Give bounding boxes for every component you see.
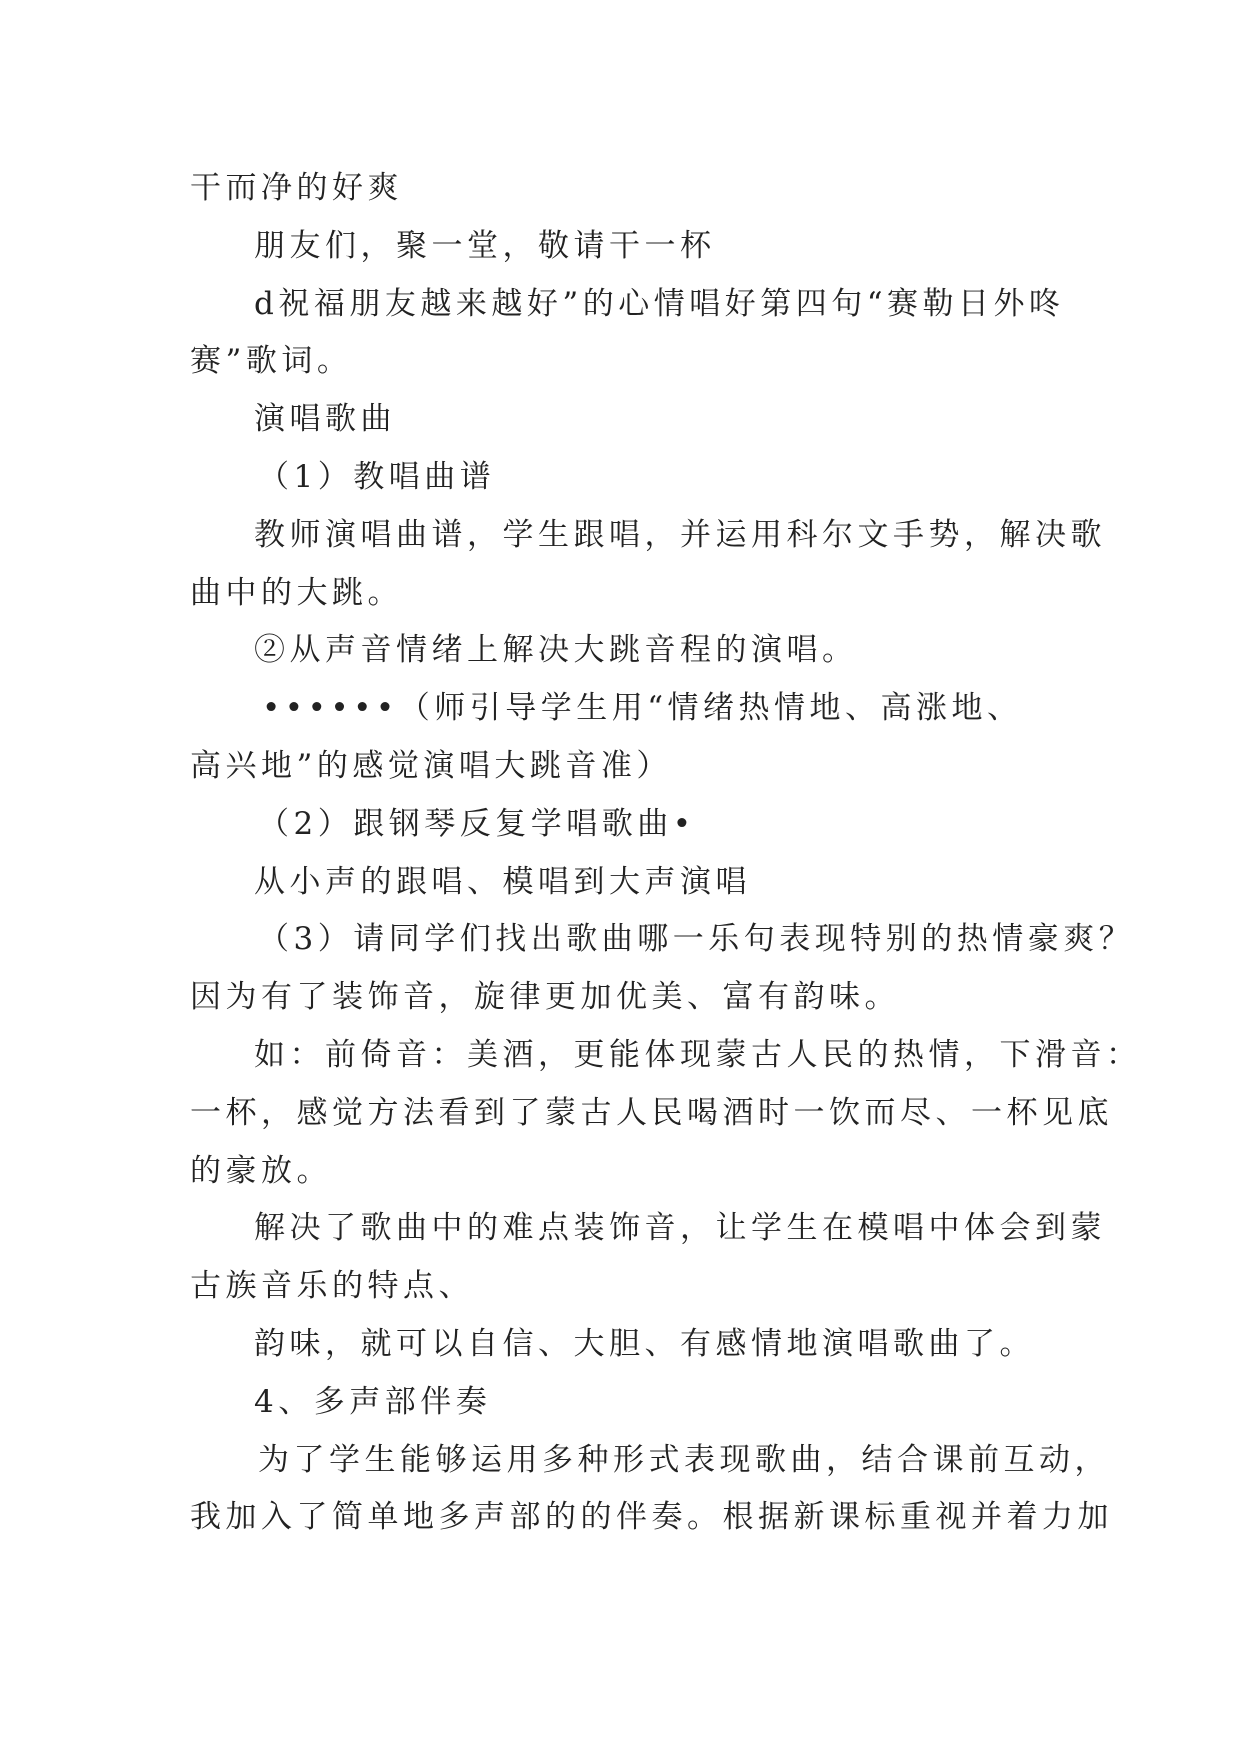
text-line: 韵味，就可以自信、大胆、有感情地演唱歌曲了。	[254, 1325, 1035, 1362]
text-line: 如：前倚音：美酒，更能体现蒙古人民的热情，下滑音：	[254, 1036, 1142, 1073]
text-line: （3）请同学们找出歌曲哪一乐句表现特别的热情豪爽？	[258, 921, 1135, 958]
text-line: 我加入了简单地多声部的的伴奏。根据新课标重视并着力加	[190, 1499, 1113, 1536]
subsection-heading: （1）教唱曲谱	[258, 458, 496, 495]
text-line: d祝福朋友越来越好”的心情唱好第四句“赛勒日外咚	[254, 285, 1065, 322]
text-line: ••••••（师引导学生用“情绪热情地、高涨地、	[262, 690, 1023, 727]
text-line: 因为有了装饰音，旋律更加优美、富有韵味。	[190, 979, 900, 1016]
text-line: 朋友们，聚一堂，敬请干一杯	[254, 227, 716, 264]
subsection-heading: （2）跟钢琴反复学唱歌曲•	[258, 805, 696, 842]
text-line: 教师演唱曲谱，学生跟唱，并运用科尔文手势，解决歌	[254, 516, 1106, 553]
text-line: 曲中的大跳。	[190, 574, 403, 611]
text-line: 从小声的跟唱、模唱到大声演唱	[254, 863, 751, 900]
section-heading: 演唱歌曲	[254, 401, 396, 438]
text-line: 高兴地”的感觉演唱大跳音准）	[190, 747, 672, 784]
text-line: 干而净的好爽	[190, 170, 403, 206]
text-line: 为了学生能够运用多种形式表现歌曲，结合课前互动，	[258, 1441, 1110, 1478]
text-line: 的豪放。	[190, 1152, 332, 1189]
text-line: ②从声音情绪上解决大跳音程的演唱。	[254, 632, 858, 669]
document-body	[190, 160, 1142, 1547]
text-line: 解决了歌曲中的难点装饰音，让学生在模唱中体会到蒙	[254, 1210, 1106, 1247]
text-line: 赛”歌词。	[190, 343, 353, 380]
section-heading: 4、多声部伴奏	[254, 1383, 492, 1420]
text-line: 古族音乐的特点、	[190, 1268, 474, 1305]
text-line: 一杯，感觉方法看到了蒙古人民喝酒时一饮而尽、一杯见底	[190, 1094, 1113, 1131]
